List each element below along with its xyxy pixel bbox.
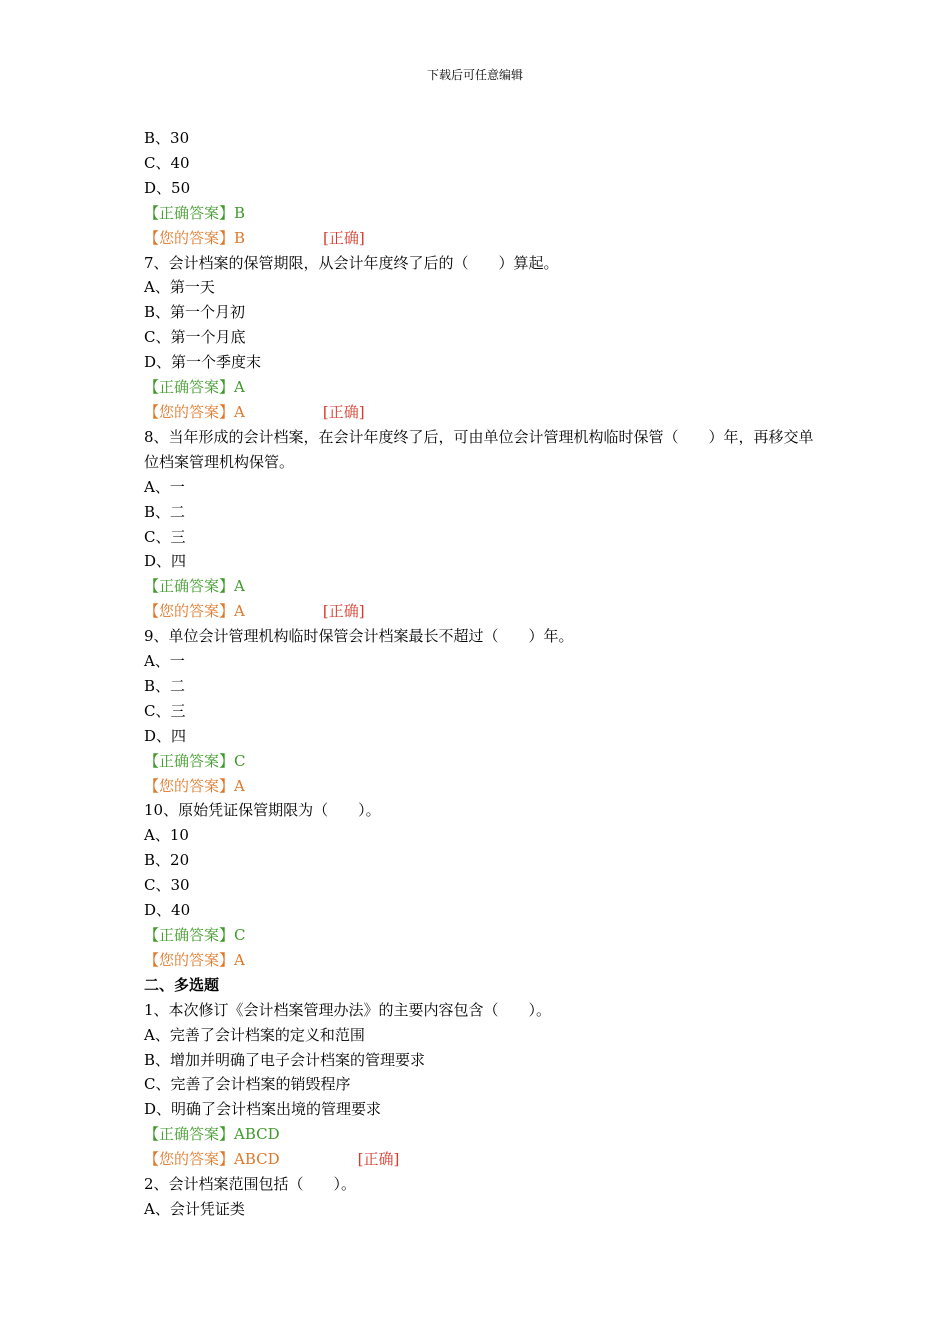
question-text: 7、会计档案的保管期限，从会计年度终了后的（ ）算起。 <box>144 253 559 272</box>
option: C、三 <box>144 527 186 546</box>
correct-answer: 【正确答案】C <box>144 751 246 770</box>
option: C、30 <box>144 876 190 895</box>
question-text: 1、本次修订《会计档案管理办法》的主要内容包含（ ）。 <box>144 1000 552 1019</box>
correct-answer: 【正确答案】B <box>144 203 246 222</box>
option: C、40 <box>144 153 190 172</box>
correct-mark: [正确] <box>357 1150 400 1169</box>
correct-answer: 【正确答案】ABCD <box>144 1125 280 1144</box>
document-body <box>144 126 824 1222</box>
question-block <box>144 425 824 624</box>
option: B、二 <box>144 676 186 695</box>
your-answer: 【您的答案】A <box>144 402 245 421</box>
option: A、会计凭证类 <box>144 1199 245 1218</box>
option: C、完善了会计档案的销毁程序 <box>144 1075 351 1094</box>
question-block <box>144 1172 824 1222</box>
option: A、完善了会计档案的定义和范围 <box>144 1025 365 1044</box>
correct-answer: 【正确答案】A <box>144 378 245 397</box>
page-header: 下载后可任意编辑 <box>426 68 523 82</box>
option: D、50 <box>144 178 191 197</box>
option: D、明确了会计档案出境的管理要求 <box>144 1100 382 1119</box>
option: C、三 <box>144 701 186 720</box>
correct-mark: [正确] <box>322 402 365 421</box>
correct-answer: 【正确答案】C <box>144 926 246 944</box>
option: B、二 <box>144 502 186 521</box>
option: C、第一个月底 <box>144 328 246 347</box>
option: D、四 <box>144 552 187 571</box>
option: D、40 <box>144 901 191 920</box>
option: B、20 <box>144 851 190 870</box>
your-answer: 【您的答案】A <box>144 776 245 795</box>
correct-answer: 【正确答案】A <box>144 577 245 596</box>
question-block <box>144 998 824 1172</box>
option: A、10 <box>144 826 189 845</box>
option: A、一 <box>144 477 185 496</box>
question-block <box>144 624 824 798</box>
option: A、一 <box>144 652 185 671</box>
your-answer: 【您的答案】A <box>144 950 245 969</box>
correct-mark: [正确] <box>322 602 365 621</box>
question-text: 2、会计档案范围包括（ ）。 <box>144 1175 357 1194</box>
question-block <box>144 126 824 251</box>
question-text: 10、原始凭证保管期限为（ ）。 <box>144 801 381 820</box>
correct-mark: [正确] <box>323 228 365 247</box>
option: A、第一天 <box>144 278 215 297</box>
your-answer: 【您的答案】B <box>144 228 246 247</box>
section-heading: 二、多选题 <box>144 975 220 994</box>
question-block <box>144 251 824 425</box>
option: B、第一个月初 <box>144 303 246 322</box>
option: D、第一个季度末 <box>144 353 262 372</box>
question-text: 9、单位会计管理机构临时保管会计档案最长不超过（ ）年。 <box>144 627 574 646</box>
option: B、30 <box>144 129 190 147</box>
your-answer: 【您的答案】A <box>144 602 245 621</box>
question-block <box>144 798 824 972</box>
question-text: 8、当年形成的会计档案，在会计年度终了后，可由单位会计管理机构临时保管（ ）年，再移交单位档案管理机构保管。 <box>144 427 814 471</box>
option: B、增加并明确了电子会计档案的管理要求 <box>144 1050 426 1069</box>
option: D、四 <box>144 726 187 745</box>
your-answer: 【您的答案】ABCD <box>144 1150 280 1169</box>
